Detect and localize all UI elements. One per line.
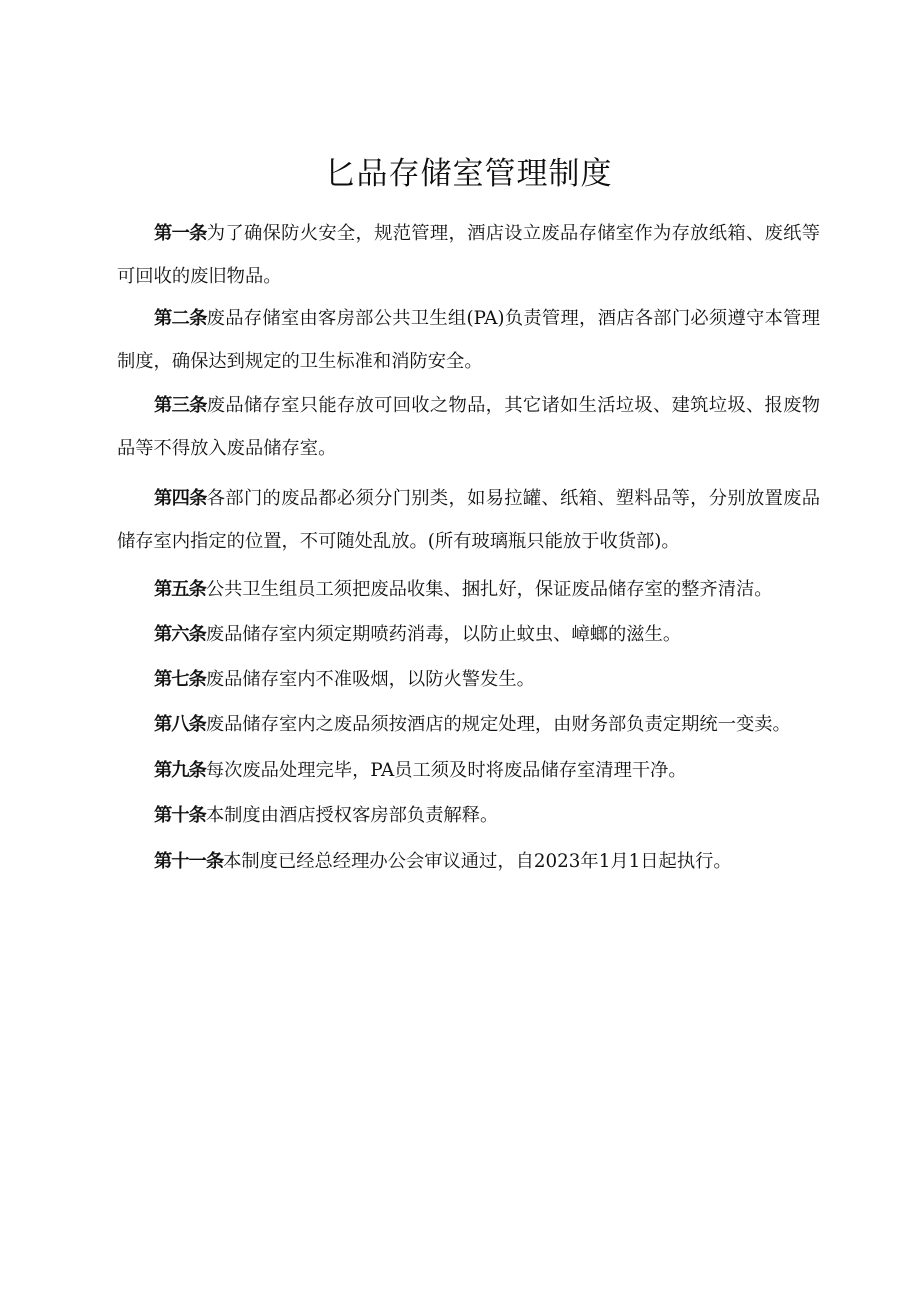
article-label: 第八条 bbox=[154, 714, 206, 735]
article-7 bbox=[117, 658, 820, 701]
article-label: 第三条 bbox=[154, 395, 207, 416]
article-text: 每次废品处理完毕，PA员工须及时将废品储存室清理干净。 bbox=[205, 760, 687, 781]
article-2 bbox=[117, 297, 820, 383]
article-label: 第十一条 bbox=[154, 851, 224, 872]
article-3 bbox=[117, 384, 820, 470]
article-4 bbox=[117, 477, 820, 563]
document-title: 匕品存储室管理制度 bbox=[324, 155, 613, 192]
article-6 bbox=[117, 613, 820, 656]
article-label: 第四条 bbox=[154, 488, 207, 509]
article-5 bbox=[117, 568, 820, 611]
article-1 bbox=[117, 212, 820, 298]
article-8 bbox=[117, 703, 820, 746]
article-text: 废品储存室内须定期喷药消毒，以防止蚊虫、嶂螂的滋生。 bbox=[205, 624, 682, 645]
article-text: 本制度由酒店授权客房部负责解释。 bbox=[205, 805, 499, 826]
article-text: 废品储存室内之废品须按酒店的规定处理，由财务部负责定期统一变卖。 bbox=[205, 714, 791, 735]
article-10 bbox=[117, 794, 820, 837]
article-text: 为了确保防火安全，规范管理，酒店设立废品存储室作为存放纸箱、废纸等可回收的废旧物品。 bbox=[117, 223, 821, 287]
article-label: 第九条 bbox=[154, 760, 206, 781]
article-text: 废品储存室只能存放可回收之物品，其它诸如生活垃圾、建筑垃圾、报废物品等不得放入废品储存室。 bbox=[117, 395, 821, 459]
article-text: 废品存储室由客房部公共卫生组(PA)负责管理，酒店各部门必须遵守本管理制度，确保达到规定的卫生标准和消防安全。 bbox=[117, 308, 820, 372]
article-9 bbox=[117, 749, 820, 792]
article-label: 第六条 bbox=[154, 624, 206, 645]
article-label: 第十条 bbox=[154, 805, 206, 826]
article-label: 第五条 bbox=[154, 579, 206, 600]
article-label: 第一条 bbox=[154, 223, 207, 244]
article-11 bbox=[117, 840, 820, 883]
article-text: 公共卫生组员工须把废品收集、捆扎好，保证废品储存室的整齐清洁。 bbox=[205, 579, 773, 600]
article-label: 第七条 bbox=[154, 669, 206, 690]
article-text: 本制度已经总经理办公会审议通过，自2023年1月1日起执行。 bbox=[223, 851, 732, 872]
article-text: 各部门的废品都必须分门别类，如易拉罐、纸箱、塑料品等，分别放置废品储存室内指定的位置，不可随处乱放。(所有玻璃瓶只能放于收货部)。 bbox=[117, 488, 821, 552]
article-label: 第二条 bbox=[154, 308, 207, 329]
article-text: 废品储存室内不准吸烟，以防火警发生。 bbox=[205, 669, 535, 690]
